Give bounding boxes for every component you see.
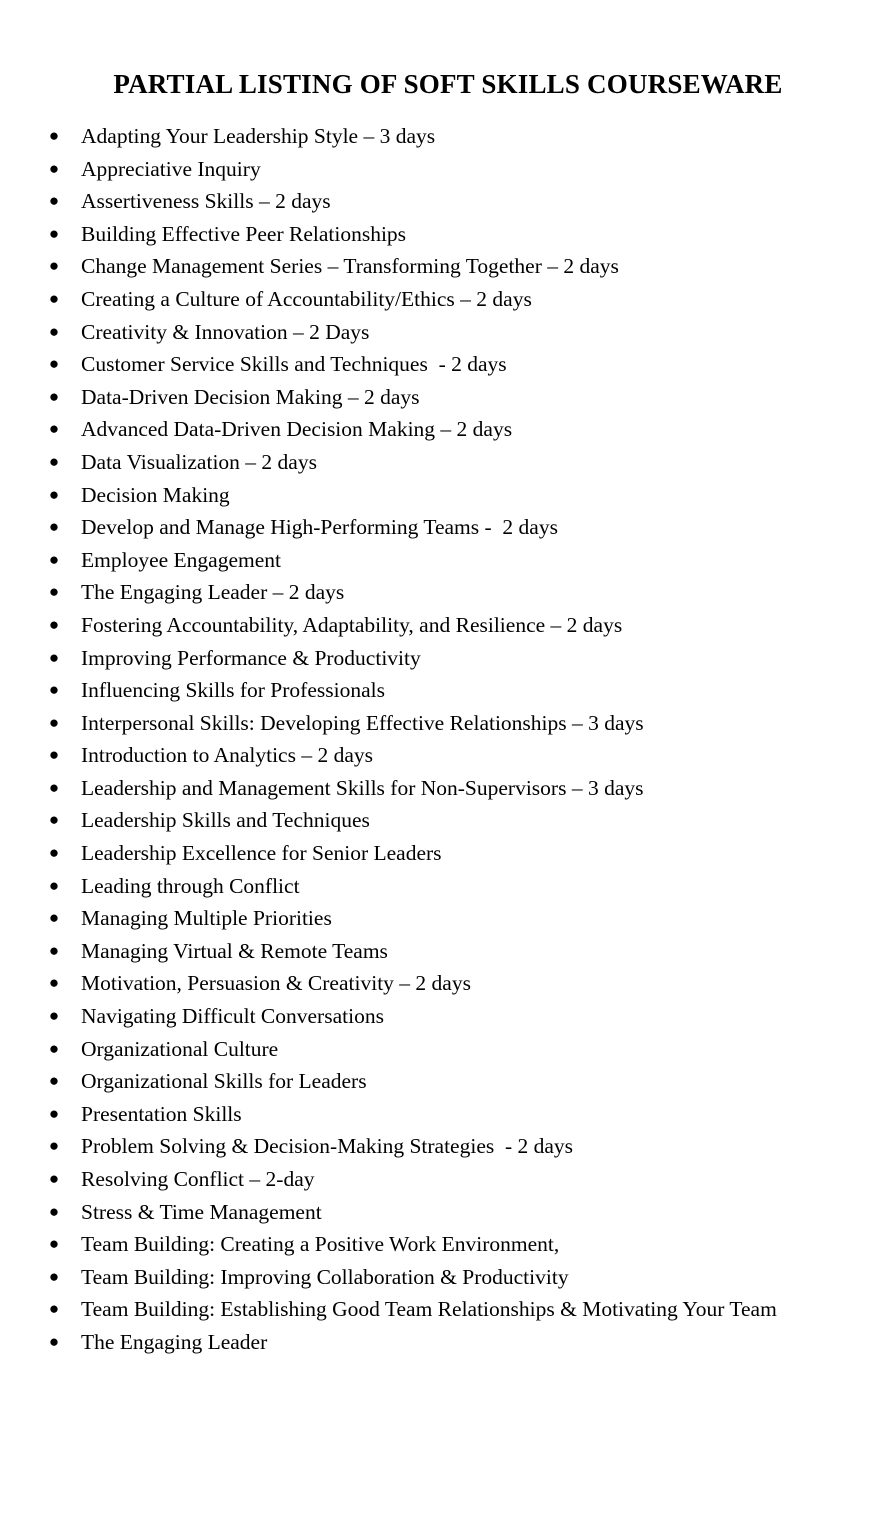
list-item (0, 218, 896, 251)
list-item-label: Leading through Conflict (81, 873, 300, 898)
bullet-icon: ● (48, 223, 60, 243)
list-item (0, 348, 896, 381)
list-item-label: Team Building: Establishing Good Team Relationships & Motivating Your Team (81, 1297, 777, 1322)
list-item-label: Advanced Data-Driven Decision Making – 2 days (81, 417, 513, 442)
list-item-label: Motivation, Persuasion & Creativity – 2 days (81, 971, 471, 996)
list-item-label: Appreciative Inquiry (81, 156, 261, 181)
bullet-icon: ● (48, 1266, 60, 1286)
list-item-label: Managing Virtual & Remote Teams (81, 938, 388, 963)
bullet-icon: ● (48, 386, 60, 406)
bullet-icon: ● (48, 1136, 60, 1156)
course-listing (0, 120, 896, 1359)
list-item (0, 1293, 896, 1326)
bullet-icon: ● (48, 614, 60, 634)
list-item (0, 544, 896, 577)
list-item-label: Resolving Conflict – 2-day (81, 1167, 315, 1191)
bullet-icon: ● (48, 745, 60, 765)
list-item-label: Influencing Skills for Professionals (81, 678, 385, 703)
bullet-icon: ● (48, 680, 60, 700)
list-item (0, 316, 896, 349)
bullet-icon: ● (48, 517, 60, 537)
bullet-icon: ● (48, 354, 60, 374)
bullet-icon: ● (48, 1103, 60, 1123)
bullet-icon: ● (48, 1038, 60, 1058)
list-item (0, 902, 896, 935)
list-item-label: Improving Performance & Productivity (81, 645, 421, 670)
list-item-label: Team Building: Creating a Positive Work Environment, (81, 1232, 560, 1257)
list-item (0, 185, 896, 218)
list-item (0, 804, 896, 837)
list-item (0, 511, 896, 544)
list-item (0, 1326, 896, 1359)
list-item-label: Navigating Difficult Conversations (81, 1004, 384, 1029)
list-item-label: Fostering Accountability, Adaptability, and Resilience – 2 days (81, 612, 623, 637)
list-item (0, 739, 896, 772)
page-title: PARTIAL LISTING OF SOFT SKILLS COURSEWARE (113, 69, 783, 100)
bullet-icon: ● (48, 1201, 60, 1221)
bullet-icon: ● (48, 712, 60, 732)
list-item (0, 576, 896, 609)
list-item-label: Data Visualization – 2 days (81, 449, 317, 474)
list-item-label: Organizational Skills for Leaders (81, 1069, 367, 1094)
bullet-icon: ● (48, 158, 60, 178)
bullet-icon: ● (48, 647, 60, 667)
list-item (0, 1163, 896, 1196)
list-item (0, 707, 896, 740)
list-item (0, 446, 896, 479)
list-item-label: Customer Service Skills and Techniques - 2 days (81, 352, 507, 377)
bullet-icon: ● (48, 191, 60, 211)
bullet-icon: ● (48, 973, 60, 993)
bullet-icon: ● (48, 126, 60, 145)
list-item-label: Creating a Culture of Accountability/Ethics – 2 days (81, 286, 532, 311)
list-item (0, 772, 896, 805)
bullet-icon: ● (48, 810, 60, 830)
list-item-label: Data-Driven Decision Making – 2 days (81, 384, 420, 409)
bullet-icon: ● (48, 940, 60, 960)
bullet-icon: ● (48, 288, 60, 308)
list-item (0, 1000, 896, 1033)
list-item (0, 837, 896, 870)
list-item-label: Decision Making (81, 482, 230, 507)
list-item (0, 1130, 896, 1163)
bullet-icon: ● (48, 582, 60, 602)
list-item (0, 1196, 896, 1229)
list-item (0, 413, 896, 446)
list-item (0, 1033, 896, 1066)
list-item (0, 120, 896, 153)
bullet-icon: ● (48, 1234, 60, 1254)
bullet-icon: ● (48, 777, 60, 797)
list-item-label: Introduction to Analytics – 2 days (81, 743, 374, 768)
list-item-label: Change Management Series – Transforming Together – 2 days (81, 254, 619, 279)
list-item-label: Interpersonal Skills: Developing Effective Relationships – 3 days (81, 710, 644, 735)
list-item-label: Building Effective Peer Relationships (81, 221, 407, 246)
bullet-icon: ● (48, 1169, 60, 1188)
bullet-icon: ● (48, 484, 60, 504)
list-item (0, 283, 896, 316)
list-item (0, 381, 896, 414)
list-item-label: The Engaging Leader – 2 days (81, 580, 345, 605)
list-item (0, 250, 896, 283)
bullet-icon: ● (48, 1006, 60, 1026)
bullet-icon: ● (48, 451, 60, 471)
list-item-label: Leadership Skills and Techniques (81, 808, 370, 833)
bullet-icon: ● (48, 1299, 60, 1319)
list-item (0, 642, 896, 675)
bullet-icon: ● (48, 843, 60, 863)
bullet-icon: ● (48, 875, 60, 895)
bullet-icon: ● (48, 321, 60, 341)
bullet-icon: ● (48, 1331, 60, 1351)
list-item (0, 935, 896, 968)
list-item-label: Adapting Your Leadership Style – 3 days (81, 124, 436, 148)
list-item (0, 1065, 896, 1098)
list-item (0, 1098, 896, 1131)
list-item-label: Leadership Excellence for Senior Leaders (81, 841, 442, 866)
list-item-label: Assertiveness Skills – 2 days (81, 189, 331, 214)
list-item-label: Presentation Skills (81, 1101, 242, 1126)
list-item (0, 967, 896, 1000)
list-item-label: Creativity & Innovation – 2 Days (81, 319, 370, 344)
list-item-label: Employee Engagement (81, 547, 281, 572)
list-item-label: Develop and Manage High-Performing Teams - 2 days (81, 515, 558, 540)
bullet-icon: ● (48, 549, 60, 569)
list-item (0, 674, 896, 707)
list-item (0, 609, 896, 642)
list-item (0, 1261, 896, 1294)
list-item (0, 1228, 896, 1261)
bullet-icon: ● (48, 908, 60, 928)
list-item-label: Leadership and Management Skills for Non-Supervisors – 3 days (81, 775, 644, 800)
bullet-icon: ● (48, 419, 60, 439)
bullet-icon: ● (48, 1071, 60, 1091)
list-item (0, 153, 896, 186)
list-item (0, 479, 896, 512)
bullet-icon: ● (48, 256, 60, 276)
list-item-label: Team Building: Improving Collaboration & Productivity (81, 1264, 569, 1289)
list-item-label: The Engaging Leader (81, 1329, 268, 1354)
list-item (0, 870, 896, 903)
list-item-label: Managing Multiple Priorities (81, 906, 332, 931)
list-item-label: Organizational Culture (81, 1036, 279, 1061)
list-item-label: Problem Solving & Decision-Making Strategies - 2 days (81, 1134, 574, 1159)
list-item-label: Stress & Time Management (81, 1199, 322, 1224)
